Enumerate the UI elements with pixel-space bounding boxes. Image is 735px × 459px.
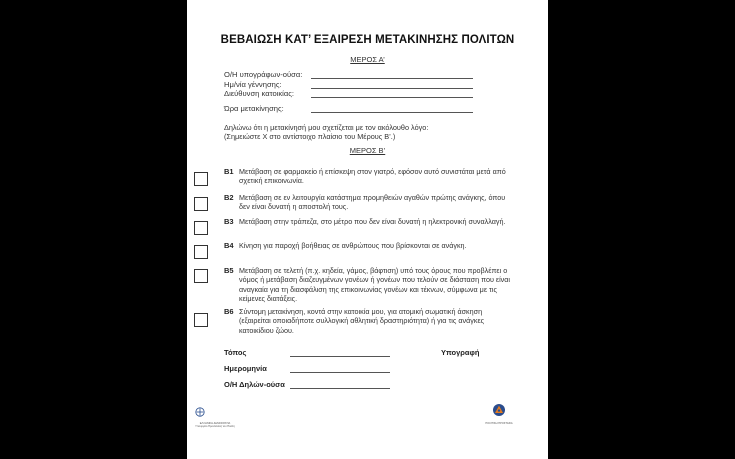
date-field[interactable] bbox=[290, 372, 390, 373]
civil-protection-icon bbox=[492, 403, 506, 417]
field-label-address: Διεύθυνση κατοικίας: bbox=[224, 89, 295, 98]
part-a-heading: ΜΕΡΟΣ Α’ bbox=[350, 55, 385, 64]
greek-emblem-icon bbox=[195, 407, 205, 417]
place-field[interactable] bbox=[290, 356, 390, 357]
checkbox-b1[interactable] bbox=[194, 172, 208, 186]
civil-protection-text: ΠΟΛΙΤΙΚΗ ΠΡΟΣΤΑΣΙΑ bbox=[485, 422, 513, 425]
field-label-time: Ώρα μετακίνησης: bbox=[224, 104, 284, 113]
reason-code-b3: Β3 bbox=[224, 217, 234, 226]
reason-text-b6: Σύντομη μετακίνηση, κοντά στην κατοικία μου, για ατομική σωματική άσκηση (εξαιρείται οποιαδήποτε συλλογική αθλητική δραστηριότητα) ή για τις ανάγκες κατοικίδιου ζώου. bbox=[239, 307, 485, 335]
reason-code-b4: Β4 bbox=[224, 241, 234, 250]
address-field[interactable] bbox=[311, 97, 473, 98]
place-label: Τόπος bbox=[224, 348, 247, 357]
time-field[interactable] bbox=[311, 112, 473, 113]
reason-code-b5: Β5 bbox=[224, 266, 234, 275]
reason-code-b1: Β1 bbox=[224, 167, 234, 176]
signature-label: Υπογραφή bbox=[441, 348, 480, 357]
checkbox-b6[interactable] bbox=[194, 313, 208, 327]
part-b-heading: ΜΕΡΟΣ Β’ bbox=[349, 146, 386, 155]
checkbox-b4[interactable] bbox=[194, 245, 208, 259]
document-title: ΒΕΒΑΙΩΣΗ ΚΑΤ’ ΕΞΑΙΡΕΣΗ ΜΕΤΑΚΙΝΗΣΗΣ ΠΟΛΙΤΩΝ bbox=[220, 34, 515, 46]
certificate-page bbox=[187, 0, 548, 459]
checkbox-b2[interactable] bbox=[194, 197, 208, 211]
birthdate-field[interactable] bbox=[311, 88, 473, 89]
declaration-note: (Σημειώστε Χ στο αντίστοιχο πλαίσιο του Μέρους Β’.) bbox=[224, 132, 396, 141]
checkbox-b3[interactable] bbox=[194, 221, 208, 235]
reason-text-b2: Μετάβαση σε εν λειτουργία κατάστημα προμηθειών αγαθών πρώτης ανάγκης, όπου δεν είναι δυνατή η αποστολή τους. bbox=[239, 193, 506, 212]
civil-protection-logo bbox=[484, 403, 514, 425]
declarant-field[interactable] bbox=[290, 388, 390, 389]
reason-code-b6: Β6 bbox=[224, 307, 234, 316]
reason-text-b3: Μετάβαση στην τράπεζα, στο μέτρο που δεν είναι δυνατή η ηλεκτρονική συναλλαγή. bbox=[239, 217, 506, 226]
reason-text-b5: Μετάβαση σε τελετή (π.χ. κηδεία, γάμος, βάφτιση) υπό τους όρους που προβλέπει ο νόμος ή μετάβαση διαζευγμένων γονέων ή γονέων που τελούν σε διάσταση που είναι αναγκαία για τη διασφάλιση της επικοινωνίας γονέων και τέκνων, σύμφωνα με τις κείμενες διατάξεις. bbox=[239, 266, 511, 304]
ministry-logo bbox=[195, 404, 235, 428]
reason-code-b2: Β2 bbox=[224, 193, 234, 202]
declaration-text: Δηλώνω ότι η μετακίνησή μου σχετίζεται με τον ακόλουθο λόγο: bbox=[224, 123, 429, 132]
ministry-logo-text: ΕΛΛΗΝΙΚΗ ΔΗΜΟΚΡΑΤΙΑ Υπουργείο Προστασίας του Πολίτη bbox=[195, 422, 235, 428]
declarant-label: Ο/Η Δηλών-ούσα bbox=[224, 380, 285, 389]
field-label-signer: Ο/Η υπογράφων-ούσα: bbox=[224, 70, 303, 79]
signer-field[interactable] bbox=[311, 78, 473, 79]
field-label-birthdate: Ημ/νία γέννησης: bbox=[224, 80, 282, 89]
reason-text-b4: Κίνηση για παροχή βοήθειας σε ανθρώπους που βρίσκονται σε ανάγκη. bbox=[239, 241, 467, 250]
checkbox-b5[interactable] bbox=[194, 269, 208, 283]
reason-text-b1: Μετάβαση σε φαρμακείο ή επίσκεψη στον γιατρό, εφόσον αυτό συνιστάται μετά από σχετική επικοινωνία. bbox=[239, 167, 506, 186]
date-label: Ημερομηνία bbox=[224, 364, 267, 373]
